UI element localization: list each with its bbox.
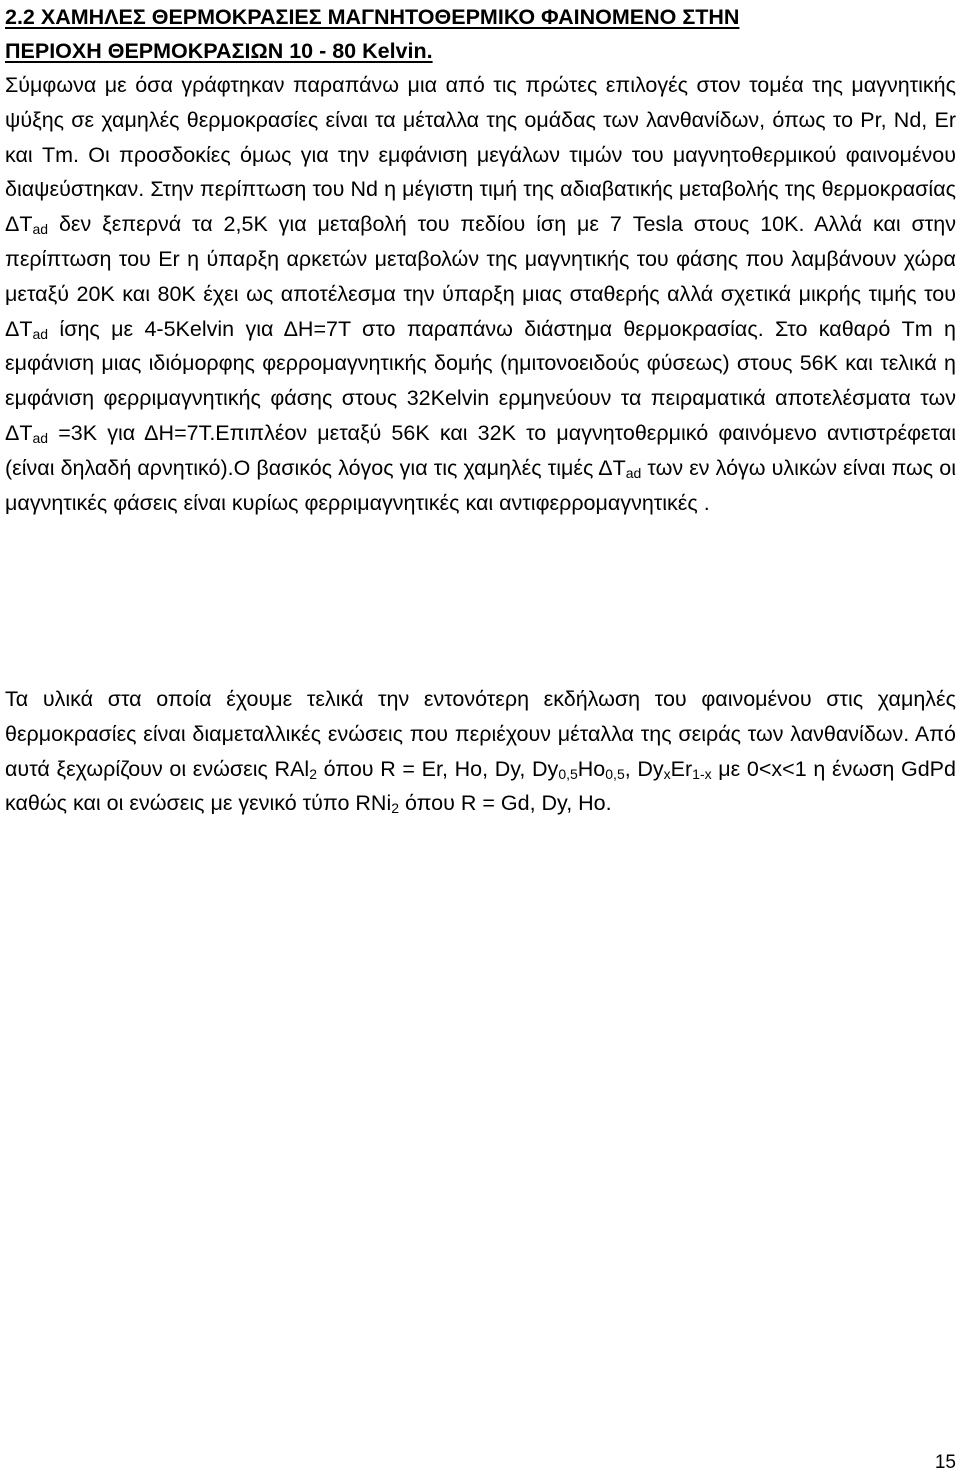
subscript-2-ral: 2 xyxy=(309,765,317,782)
subscript-ad-2: ad xyxy=(32,325,49,342)
paragraph-2-text-7: όπου R = Gd, Dy, Ho. xyxy=(399,791,612,816)
paragraph-1-text-5: των εν λόγω υλικών είναι πως οι μαγνητικές φάσεις είναι κυρίως φερριμαγνητικές και αντιφερρομαγνητικές . xyxy=(5,455,956,515)
paragraph-2 xyxy=(5,682,956,821)
subscript-ad-1: ad xyxy=(32,221,49,238)
paragraph-2-text-1: Τα υλικά στα οποία έχουμε τελικά την εντονότερη εκδήλωση του φαινομένου στις χαμηλές θερμοκρασίες είναι διαμεταλλικές ενώσεις που περιέχουν μέταλλα της σειράς των λανθανίδων. Από αυτά ξεχωρίζουν οι ενώσεις RAl xyxy=(5,687,956,781)
paragraph-1-text-4: =3Κ για ΔH=7T.Επιπλέον μεταξύ 56Κ και 32Κ το μαγνητοθερμικό φαινόμενο αντιστρέφεται (είναι δηλαδή αρνητικό).Ο βασικός λόγος για τις χαμηλές τιμές ΔT xyxy=(5,420,956,480)
paragraph-1-text-1: Σύμφωνα με όσα γράφτηκαν παραπάνω μια από τις πρώτες επιλογές στον τομέα της μαγνητικής ψύξης σε χαμηλές θερμοκρασίες είναι τα μέταλλα της ομάδας των λανθανίδων, όπως το Pr, Nd, Er και Tm. Οι προσδοκίες όμως για την εμφάνιση μεγάλων τιμών του μαγνητοθερμικού φαινομένου διαψεύστηκαν. Στην περίπτωση του Nd η μέγιστη τιμή της αδιαβατικής μεταβολής της θερμοκρασίας ΔT xyxy=(5,73,956,237)
paragraph-2-text-3: Ho xyxy=(577,756,606,781)
subscript-0-5-dy: 0,5 xyxy=(558,765,578,782)
subscript-0-5-ho: 0,5 xyxy=(605,765,625,782)
subscript-2-rni: 2 xyxy=(391,800,400,817)
paragraph-1-text-3: ίσης με 4-5Kelvin για ΔH=7T στο παραπάνω διάστημα θερμοκρασίας. Στο καθαρό Tm η εμφάνιση μιας ιδιόμορφης φερρομαγνητικής δομής (ημιτονοειδούς φύσεως) στους 56Κ και τελικά η εμφάνιση φερριμαγνητικής φάσης στους 32Kelvin ερμηνεύουν τα πειραματικά αποτελέσματα των ΔT xyxy=(5,316,956,445)
paragraph-1-text-2: δεν ξεπερνά τα 2,5Κ για μεταβολή του πεδίου ίση με 7 Tesla στους 10Κ. Αλλά και στην περίπτωση του Er η ύπαρξη αρκετών μεταβολών της μαγνητικής του φάσης που λαμβάνουν χώρα μεταξύ 20Κ και 80Κ έχει ως αποτέλεσμα την ύπαρξη μιας σταθερής αλλά σχετικά μικρής τιμής του ΔT xyxy=(5,212,956,341)
section-heading xyxy=(5,0,955,68)
paragraph-2-text-2: όπου R = Er, Ho, Dy, Dy xyxy=(316,756,559,781)
section-heading-line-2: ΠΕΡΙΟΧΗ ΘΕΡΜΟΚΡΑΣΙΩΝ 10 - 80 Kelvin. xyxy=(5,39,433,63)
paragraph-1 xyxy=(5,68,956,520)
subscript-x: x xyxy=(663,765,671,782)
subscript-ad-3: ad xyxy=(32,429,49,446)
subscript-ad-4: ad xyxy=(625,464,642,481)
page-number: 15 xyxy=(934,1452,956,1473)
paragraph-2-text-6: με 0<x<1 η ένωση GdPd καθώς και οι ενώσεις με γενικό τύπο RNi xyxy=(5,756,956,816)
subscript-1-x: 1-x xyxy=(692,765,712,782)
section-heading-line-1: 2.2 ΧΑΜΗΛΕΣ ΘΕΡΜΟΚΡΑΣΙΕΣ ΜΑΓΝΗΤΟΘΕΡΜΙΚΟ ΦΑΙΝΟΜΕΝΟ ΣΤΗΝ xyxy=(5,5,740,29)
paragraph-2-text-4: , Dy xyxy=(624,756,664,781)
paragraph-2-text-5: Er xyxy=(670,756,693,781)
